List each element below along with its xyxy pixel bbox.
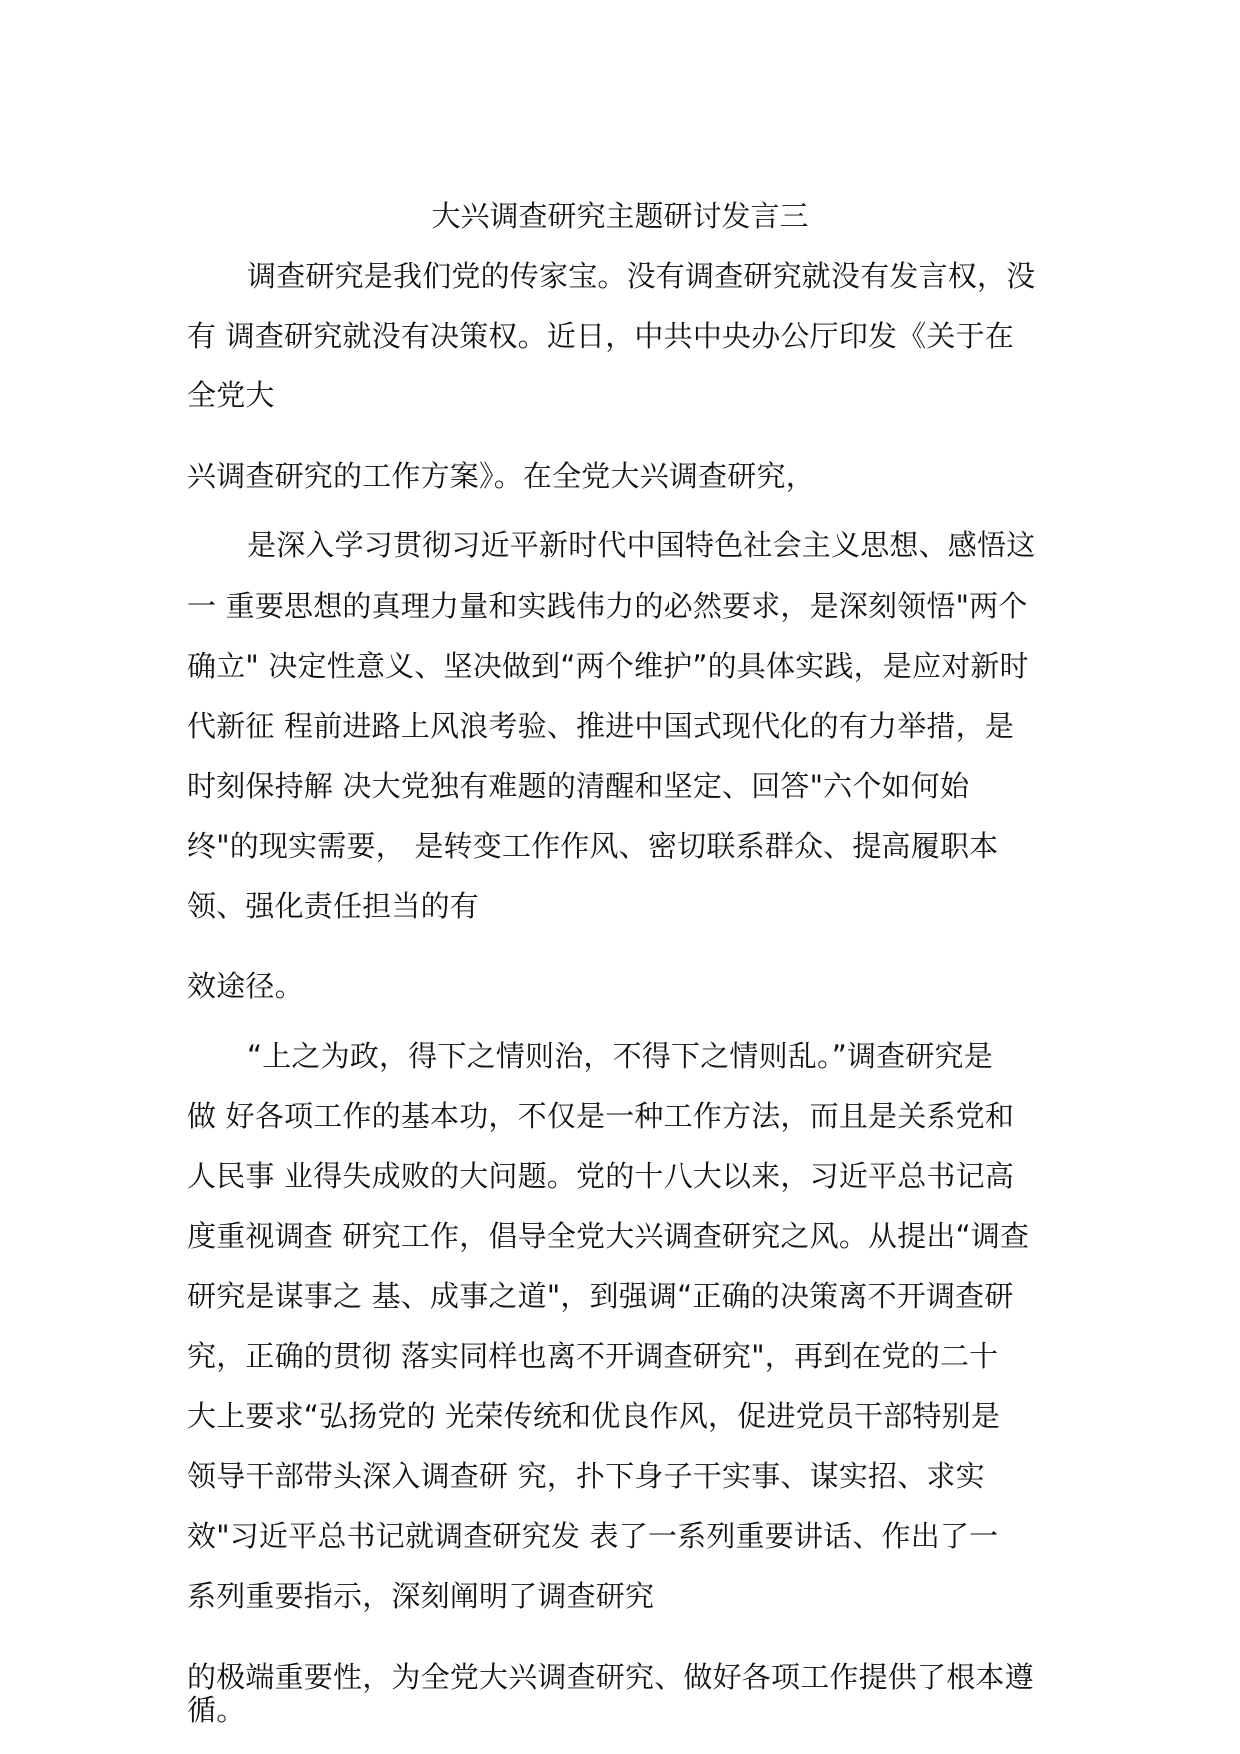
document-title: 大兴调查研究主题研讨发言三: [431, 199, 809, 233]
paragraph-line: 效"习近平总书记就调查研究发 表了一系列重要讲话、作出了一: [187, 1519, 999, 1553]
paragraph-line: 度重视调查 研究工作，倡导全党大兴调查研究之风。从提出“调查: [187, 1219, 1030, 1253]
paragraph-line: 调查研究是我们党的传家宝。没有调查研究就没有发言权，没: [247, 259, 1036, 293]
paragraph-line: 人民事 业得失成败的大问题。党的十八大以来，习近平总书记高: [187, 1159, 1015, 1193]
paragraph-line: 系列重要指示，深刻阐明了调查研究: [187, 1579, 655, 1613]
paragraph-line: 是深入学习贯彻习近平新时代中国特色社会主义思想、感悟这: [247, 528, 1036, 562]
paragraph-line: 循。: [187, 1693, 246, 1727]
paragraph-line: 时刻保持解 决大党独有难题的清醒和坚定、回答"六个如何始: [187, 769, 970, 803]
paragraph-line: 全党大: [187, 378, 275, 412]
paragraph-line: 做 好各项工作的基本功，不仅是一种工作方法，而且是关系党和: [187, 1099, 1015, 1133]
paragraph-line: 大上要求“弘扬党的 光荣传统和优良作风，促进党员干部特别是: [187, 1399, 1001, 1433]
paragraph-line: 代新征 程前进路上风浪考验、推进中国式现代化的有力举措，是: [187, 709, 1015, 743]
paragraph-line: 究，正确的贯彻 落实同样也离不开调查研究"，再到在党的二十: [187, 1339, 999, 1373]
paragraph-line: “上之为政，得下之情则治，不得下之情则乱。”调查研究是: [247, 1039, 993, 1073]
paragraph-line: 一 重要思想的真理力量和实践伟力的必然要求，是深刻领悟"两个: [187, 589, 1028, 623]
paragraph-line: 研究是谋事之 基、成事之道"，到强调“正确的决策离不开调查研: [187, 1279, 1014, 1313]
paragraph-line: 领导干部带头深入调查研 究，扑下身子干实事、谋实招、求实: [187, 1459, 985, 1493]
paragraph-line: 终"的现实需要， 是转变工作作风、密切联系群众、提高履职本: [187, 829, 999, 863]
paragraph-line: 领、强化责任担当的有: [187, 889, 480, 923]
paragraph-line: 确立" 决定性意义、坚决做到“两个维护”的具体实践，是应对新时: [187, 649, 1029, 683]
paragraph-line: 有 调查研究就没有决策权。近日，中共中央办公厅印发《关于在: [187, 319, 1015, 353]
paragraph-line: 效途径。: [187, 969, 304, 1003]
paragraph-line: 的极端重要性，为全党大兴调查研究、做好各项工作提供了根本遵: [187, 1660, 1034, 1694]
paragraph-line: 兴调查研究的工作方案》。在全党大兴调查研究，: [187, 459, 815, 493]
